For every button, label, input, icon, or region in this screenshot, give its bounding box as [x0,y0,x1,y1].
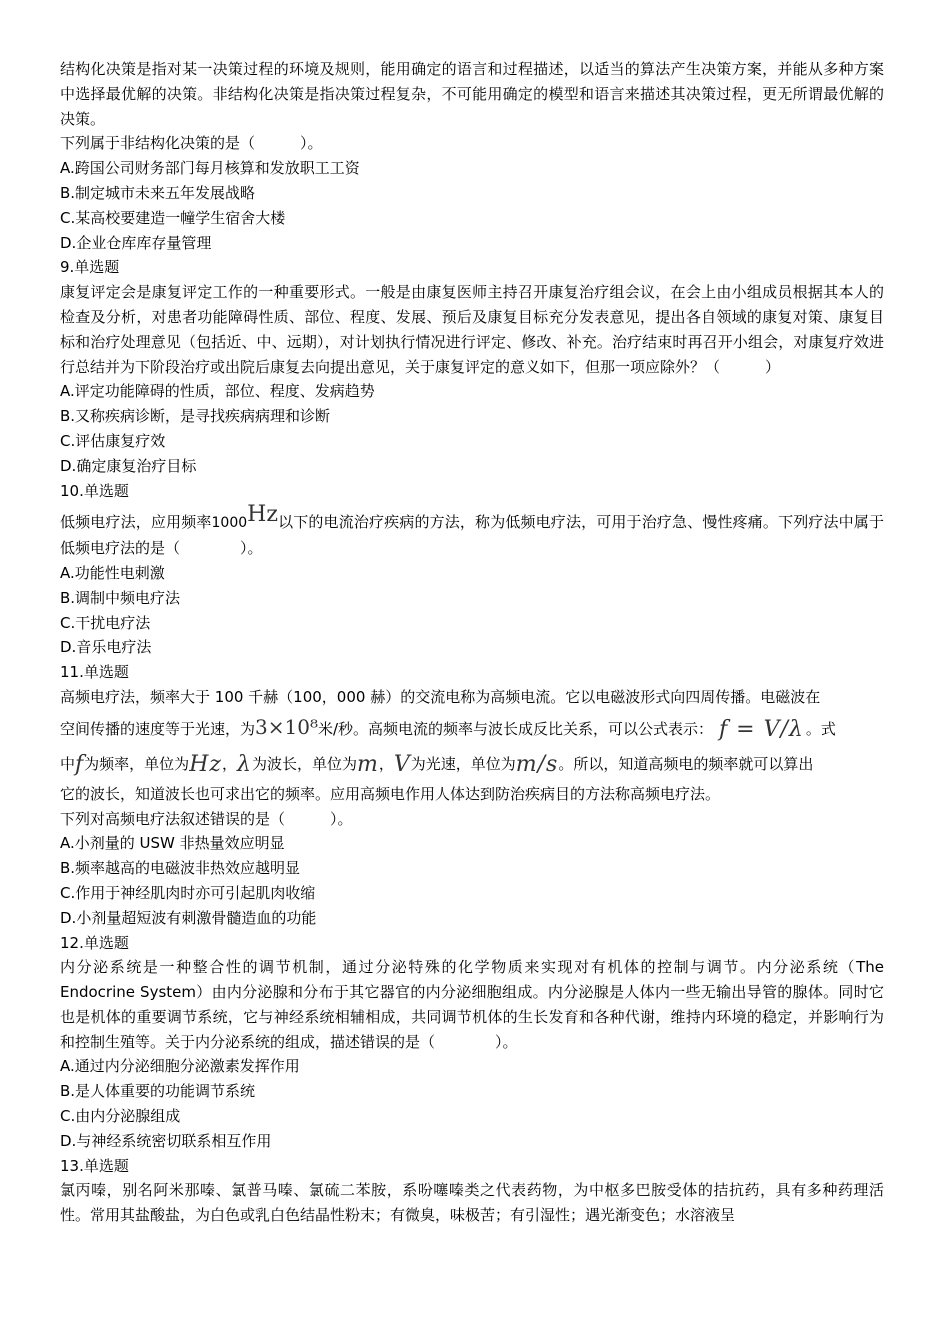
question-heading: 10.单选题 [60,481,129,500]
symbol-f: f [75,751,85,777]
option-b[interactable]: B.制定城市未来五年发展战略 [60,183,256,202]
option-d[interactable]: D.企业仓库库存量管理 [60,233,212,252]
stem-text: ， [221,754,237,773]
option-d[interactable]: D.确定康复治疗目标 [60,456,197,475]
question-8 [60,57,884,255]
option-c[interactable]: C.评估康复疗效 [60,431,166,450]
option-c[interactable]: C.某高校要建造一幢学生宿舍大楼 [60,208,286,227]
symbol-v: V [393,751,411,777]
question-stem: 康复评定会是康复评定工作的一种重要形式。一般是由康复医师主持召开康复治疗组会议，在会上由小组成员根据其本人的检查及分析，对患者功能障碍性质、部位、程度、发展、预后及康复目标充分发表意见，提出各自领域的康复对策、康复目标和治疗处理意见（包括近、中、远期），对计划执行情况进行评定、修改、补充。治疗结束时再召开小组会，对康复疗效进行总结并为下阶段治疗或出院后康复去向提出意见，关于康复评定的意义如下，但那一项应除外？（ ） [60,283,884,376]
question-prompt: 下列对高频电疗法叙述错误的是（ ）。 [60,809,353,828]
stem-text: 低频电疗法，应用频率 [60,513,212,532]
stem-text: 米/秒。高频电流的频率与波长成反比关系，可以公式表示： [317,719,714,738]
option-d[interactable]: D.与神经系统密切联系相互作用 [60,1131,272,1150]
symbol-lambda: λ [236,751,252,777]
stem-text: 。所以，知道高频电的频率就可以算出 [558,754,814,773]
question-stem: 氯丙嗪，别名阿米那嗪、氯普马嗪、氯硫二苯胺，系吩噻嗪类之代表药物，为中枢多巴胺受体的拮抗药，具有多种药理活性。常用其盐酸盐，为白色或乳白色结晶性粉末；有微臭，味极苦；有引湿性；遇光渐变色；水溶液呈 [60,1181,884,1225]
stem-line [60,710,884,747]
question-heading: 12.单选题 [60,933,129,952]
question-stem: 结构化决策是指对某一决策过程的环境及规则，能用确定的语言和过程描述，以适当的算法产生决策方案，并能从多种方案中选择最优解的决策。非结构化决策是指决策过程复杂，不可能用确定的模型和语言来描述其决策过程，更无所谓最优解的决策。 [60,60,884,128]
question-prompt: 下列属于非结构化决策的是（ ）。 [60,134,323,153]
option-b[interactable]: B.是人体重要的功能调节系统 [60,1082,256,1101]
stem-line: 它的波长，知道波长也可求出它的频率。应用高频电作用人体达到防治疾病目的方法称高频电疗法。 [60,784,721,803]
option-c[interactable]: C.由内分泌腺组成 [60,1107,181,1126]
symbol-m: m [356,751,379,777]
option-a[interactable]: A.评定功能障碍的性质，部位、程度、发病趋势 [60,382,375,401]
speed-of-light-formula: 3×10⁸ [255,714,318,739]
option-b[interactable]: B.调制中频电疗法 [60,588,181,607]
frequency-unit: Hz [247,502,278,528]
option-a[interactable]: A.小剂量的 USW 非热量效应明显 [60,834,285,853]
option-a[interactable]: A.通过内分泌细胞分泌激素发挥作用 [60,1057,300,1076]
option-d[interactable]: D.小剂量超短波有刺激骨髓造血的功能 [60,908,317,927]
option-c[interactable]: C.干扰电疗法 [60,613,151,632]
option-b[interactable]: B.又称疾病诊断，是寻找疾病病理和诊断 [60,407,331,426]
stem-text: 为频率，单位为 [84,754,190,773]
question-heading: 9.单选题 [60,258,120,277]
stem-text: 。式 [805,719,836,738]
stem-text: ， [378,754,394,773]
option-a[interactable]: A.跨国公司财务部门每月核算和发放职工工资 [60,159,360,178]
stem-text: 以下的电流治疗疾病的方法，称为低频电疗法，可用于治疗急、慢性疼痛。下列疗法中属于低频电疗法的是（ ）。 [60,513,884,558]
frequency-formula: f = V/λ [719,716,804,742]
option-d[interactable]: D.音乐电疗法 [60,638,152,657]
question-9 [60,255,884,478]
option-a[interactable]: A.功能性电刺激 [60,563,165,582]
option-c[interactable]: C.作用于神经肌肉时亦可引起肌肉收缩 [60,883,316,902]
question-10 [60,479,884,661]
stem-text: 为光速，单位为 [410,754,516,773]
question-11 [60,660,884,930]
question-12 [60,931,884,1154]
question-heading: 13.单选题 [60,1156,129,1175]
frequency-value: 1000 [211,515,248,532]
stem-text: 空间传播的速度等于光速，为 [60,719,256,738]
question-stem: 内分泌系统是一种整合性的调节机制，通过分泌特殊的化学物质来实现对有机体的控制与调节。内分泌系统（The Endocrine System）由内分泌腺和分布于其它器官的内分泌细胞组成。内分泌腺是人体内一些无输出导管的腺体。同时它也是机体的重要调节系统，它与神经系统相辅相成，共同调节机体的生长发育和各种代谢，维持内环境的稳定，并影响行为和控制生殖等。关于内分泌系统的组成，描述错误的是（ ）。 [60,958,884,1051]
question-13 [60,1154,884,1228]
symbol-hz: Hz [189,751,222,777]
question-heading: 11.单选题 [60,663,129,682]
stem-text: 中 [60,754,76,773]
stem-line [60,747,884,782]
question-stem [60,502,884,561]
symbol-m-per-s: m/s [515,751,559,777]
option-b[interactable]: B.频率越高的电磁波非热效应越明显 [60,859,301,878]
stem-line: 高频电疗法，频率大于 100 千赫（100，000 赫）的交流电称为高频电流。它以电磁波形式向四周传播。电磁波在 [60,687,821,706]
stem-text: 为波长，单位为 [251,754,357,773]
